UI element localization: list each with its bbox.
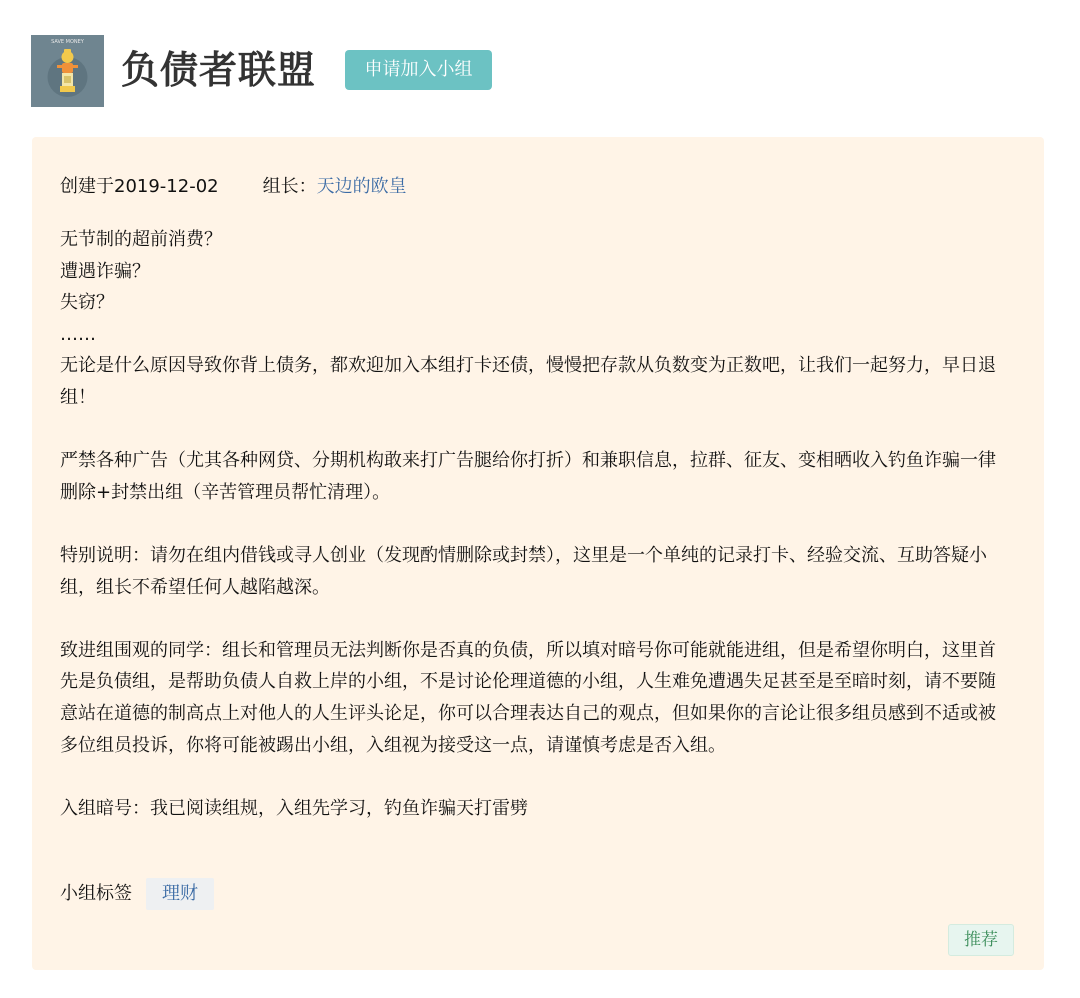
group-description [60,224,1000,824]
onlookers-note-paragraph: 致进组围观的同学：组长和管理员无法判断你是否真的负债，所以填对暗号你可能就能进组，但是希望你明白，这里首先是负债组，是帮助负债人自救上岸的小组，不是讨论伦理道德的小组，人生难免遭遇失足甚至是至暗时刻，请不要随意站在道德的制高点上对他人的人生评头论足，你可以合理表达自己的观点，但如果你的言论让很多组员感到不适或被多位组员投诉，你将可能被踢出小组，入组视为接受这一点，请谨慎考虑是否入组。 [60,639,996,756]
join-password: 入组暗号：我已阅读组规，入组先学习，钓鱼诈骗天打雷劈 [60,797,528,819]
ads-rule-paragraph: 严禁各种广告（尤其各种网贷、分期机构敢来打广告腿给你打折）和兼职信息，拉群、征友、变相晒收入钓鱼诈骗一律删除+封禁出组（辛苦管理员帮忙清理）。 [60,450,996,503]
group-info-box [32,137,1044,970]
description-line: 失窃？ [60,292,114,314]
group-avatar[interactable] [31,35,104,107]
recommend-button[interactable]: 推荐 [948,924,1014,956]
group-title: 负债者联盟 [121,48,317,92]
svg-text:SAVE MONEY: SAVE MONEY [51,39,84,45]
paragraph-gap [60,761,1000,793]
leader-link[interactable]: 天边的欧皇 [316,176,407,197]
special-note-paragraph: 特别说明：请勿在组内借钱或寻人创业（发现酌情删除或封禁），这里是一个单纯的记录打卡、经验交流、互助答疑小组，组长不希望任何人越陷越深。 [60,544,987,598]
tag-finance[interactable]: 理财 [146,878,214,910]
leader-label: 组长： [262,176,317,197]
description-line: 无节制的超前消费？ [60,229,222,250]
paragraph-gap [60,603,1000,635]
tags-label: 小组标签 [60,883,132,904]
description-line: 无论是什么原因导致你背上债务，都欢迎加入本组打卡还债，慢慢把存款从负数变为正数吧，让我们一起努力，早日退组！ [60,355,996,408]
save-money-cover-icon [31,35,104,107]
group-tags [60,878,214,910]
paragraph-gap [60,508,1000,540]
paragraph-gap [60,414,1000,446]
join-group-button[interactable]: 申请加入小组 [345,50,492,90]
description-line: …… [60,323,96,345]
group-header [31,35,1031,107]
description-line: 遭遇诈骗？ [60,260,150,282]
group-meta [60,175,407,199]
created-date: 创建于2019-12-02 [60,176,219,197]
